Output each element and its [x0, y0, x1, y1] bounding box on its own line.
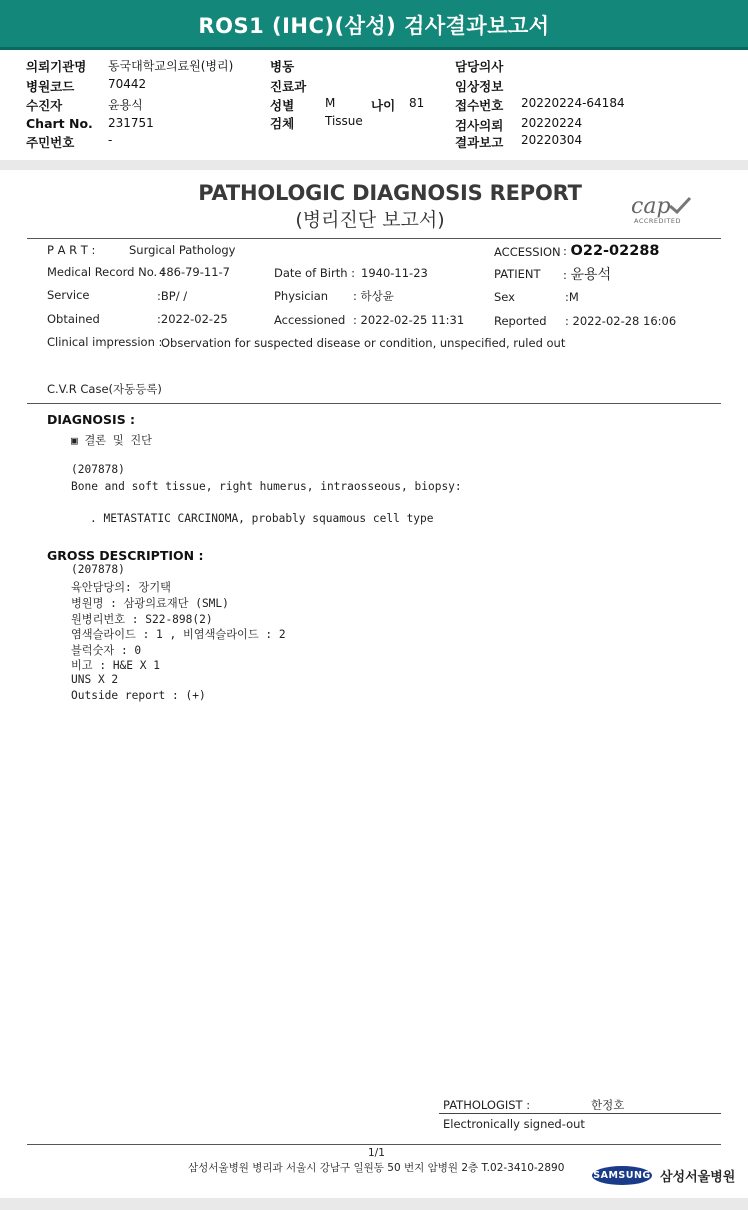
accessioned-value: 2022-02-25 11:31 — [360, 313, 465, 327]
gross-line: Outside report : (+) — [71, 689, 206, 702]
header-value-age: 81 — [409, 96, 425, 110]
header-value-resident-no: - — [108, 133, 113, 147]
cap-logo-text: cap — [631, 194, 671, 219]
physician-label: Physician — [274, 289, 329, 303]
clinical-impression-label: Clinical impression : — [47, 335, 163, 349]
header-value-specimen: Tissue — [325, 114, 363, 128]
gross-line: (207878) — [71, 563, 125, 576]
service-value: BP/ / — [160, 289, 188, 303]
signature-rule — [439, 1113, 721, 1114]
header-value-receipt-no: 20220224-64184 — [521, 96, 625, 110]
gross-heading: GROSS DESCRIPTION : — [47, 548, 204, 563]
header-label-receipt-no: 접수번호 — [455, 98, 504, 113]
header-separator — [0, 160, 748, 170]
sex-label: Sex — [494, 290, 515, 304]
patient-label: PATIENT — [494, 267, 541, 281]
title-rule — [27, 238, 721, 239]
patient-value: 윤용석 — [570, 267, 612, 283]
header-label-clinical-info: 임상정보 — [455, 79, 504, 94]
gross-line: UNS X 2 — [71, 673, 119, 686]
gross-line: 병원명 : 삼광의료재단 (SML) — [71, 597, 229, 610]
header-label-hospital-code: 병원코드 — [26, 79, 75, 94]
diagnosis-line: (207878) — [71, 463, 125, 476]
header-value-sex: M — [325, 96, 336, 110]
accession-value: O22-02288 — [570, 243, 660, 259]
obtained-value: 2022-02-25 — [160, 312, 228, 326]
gross-line: 염색슬라이드 : 1 , 비염색슬라이드 : 2 — [71, 628, 286, 641]
service-label: Service — [47, 288, 90, 302]
banner-title: ROS1 (IHC)(삼성) 검사결과보고서 — [198, 14, 550, 38]
fields-rule — [27, 403, 721, 404]
header-label-report-date: 결과보고 — [455, 135, 504, 150]
diagnosis-line: . METASTATIC CARCINOMA, probably squamous cell type — [90, 512, 434, 525]
header-label-institution: 의뢰기관명 — [26, 59, 87, 74]
report-subtitle: (병리진단 보고서) — [295, 209, 445, 231]
gross-line: 육안담당의: 장기택 — [71, 581, 171, 594]
header-value-chart-no: 231751 — [108, 116, 154, 130]
cap-logo-sub: ACCREDITED — [634, 217, 682, 225]
diagnosis-line: Bone and soft tissue, right humerus, intraosseous, biopsy: — [71, 480, 462, 493]
cvr-case: C.V.R Case(자동등록) — [47, 382, 162, 396]
header-label-doctor: 담당의사 — [455, 59, 504, 74]
gross-line: 비고 : H&E X 1 — [71, 659, 160, 672]
header-label-patient: 수진자 — [26, 98, 63, 113]
dob-value: 1940-11-23 — [361, 266, 428, 280]
pathologist-value: 한정호 — [591, 1098, 625, 1112]
diagnosis-heading: DIAGNOSIS : — [47, 412, 136, 427]
gross-line: 블럭숫자 : 0 — [71, 644, 142, 657]
footer-rule — [27, 1144, 721, 1145]
header-value-report-date: 20220304 — [521, 133, 583, 147]
header-value-hospital-code: 70442 — [108, 77, 147, 91]
obtained-label: Obtained — [47, 312, 100, 326]
diagnosis-line: ▣ 결론 및 진단 — [71, 434, 152, 447]
part-value: Surgical Pathology — [129, 243, 236, 257]
page-bottom-bar — [0, 1198, 748, 1210]
header-value-institution: 동국대학교의료원(병리) — [108, 59, 234, 73]
reported-value: 2022-02-28 16:06 — [572, 314, 677, 328]
clinical-impression-value: Observation for suspected disease or condition, unspecified, ruled out — [161, 336, 566, 350]
signed-out-note: Electronically signed-out — [443, 1117, 585, 1131]
header-label-chart-no: Chart No. — [26, 116, 93, 131]
hospital-name: 삼성서울병원 — [660, 1170, 736, 1185]
header-value-request-date: 20220224 — [521, 116, 583, 130]
header-label-sex: 성별 — [270, 98, 295, 113]
header-label-ward: 병동 — [270, 59, 295, 74]
report-banner — [0, 0, 748, 50]
pathologist-label: PATHOLOGIST : — [443, 1098, 531, 1112]
sex-value: M — [568, 290, 579, 304]
cap-accredited-logo — [628, 194, 698, 230]
checkmark-icon — [668, 196, 692, 214]
samsung-logo: SAMSUNG — [592, 1166, 652, 1185]
header-value-patient: 윤용식 — [108, 98, 143, 112]
header-label-request-date: 검사의뢰 — [455, 118, 504, 133]
header-label-department: 진료과 — [270, 79, 307, 94]
report-title: PATHOLOGIC DIAGNOSIS REPORT — [198, 181, 582, 205]
page-number: 1/1 — [368, 1147, 385, 1159]
header-label-age: 나이 — [371, 98, 396, 113]
physician-value: 하상윤 — [360, 289, 394, 303]
accession-label: ACCESSION — [494, 245, 561, 259]
part-label: P A R T : — [47, 243, 96, 257]
mrn-value: 486-79-11-7 — [159, 265, 230, 279]
dob-label: Date of Birth : — [274, 266, 356, 280]
header-label-specimen: 검체 — [270, 116, 295, 131]
accessioned-label: Accessioned — [274, 313, 346, 327]
header-label-resident-no: 주민번호 — [26, 135, 75, 150]
mrn-label: Medical Record No. : — [47, 265, 165, 279]
reported-label: Reported — [494, 314, 547, 328]
gross-line: 원병리번호 : S22-898(2) — [71, 613, 213, 626]
footer-address: 삼성서울병원 병리과 서울시 강남구 일원동 50 번지 암병원 2층 T.02-3410-2890 — [188, 1162, 565, 1174]
